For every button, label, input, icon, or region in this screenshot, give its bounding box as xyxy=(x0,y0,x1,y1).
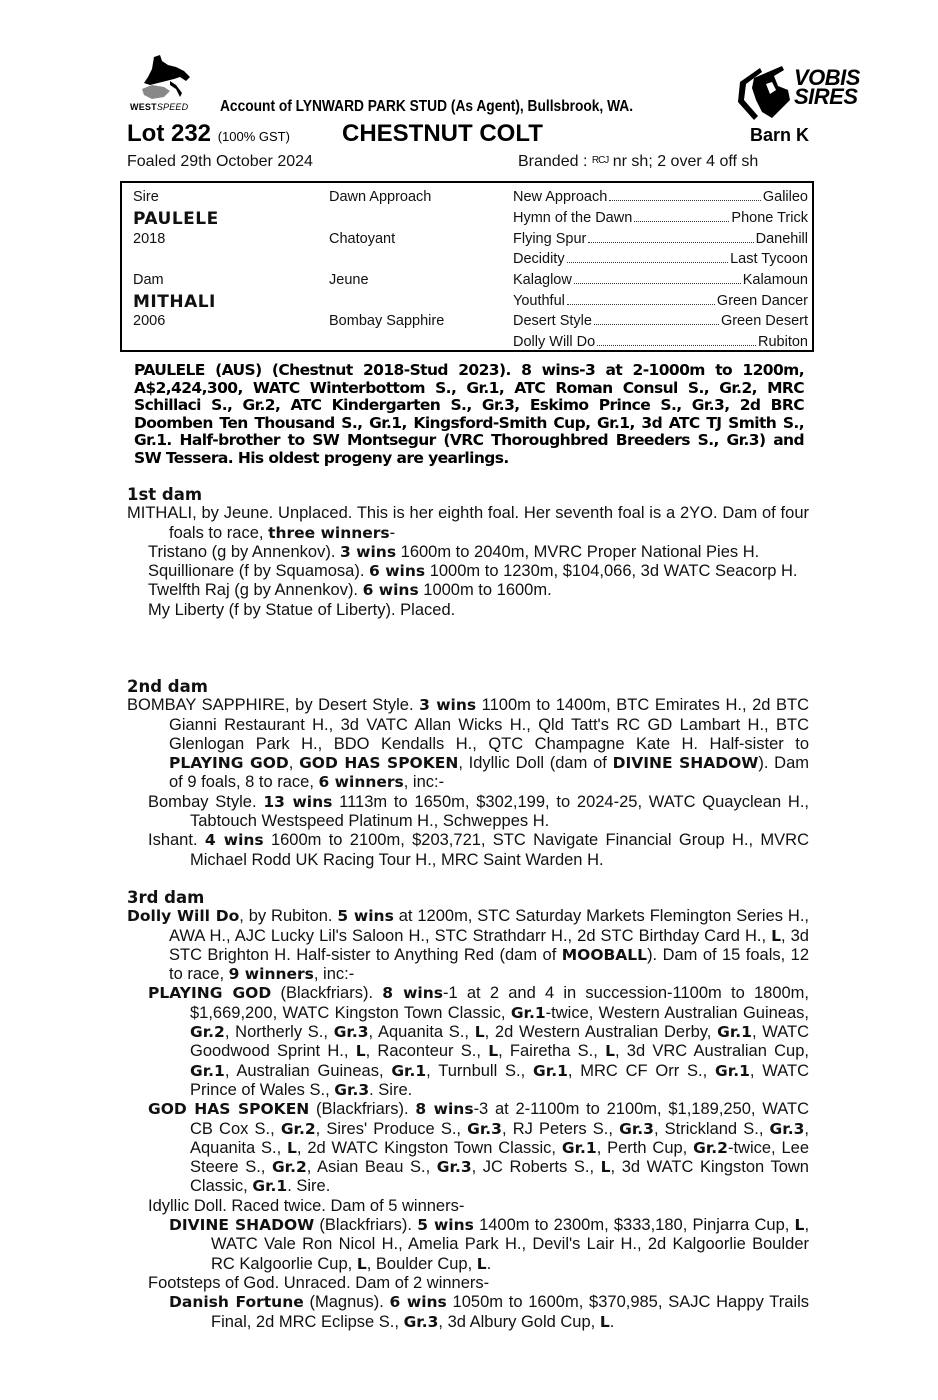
section-title: 1st dam xyxy=(127,485,203,504)
grandsire-maternal: Jeune xyxy=(329,272,369,288)
sire-label: Sire xyxy=(133,189,159,205)
gen3-row: Dolly Will Do Rubiton xyxy=(513,334,808,350)
lot-title: CHESTNUT COLT xyxy=(342,120,543,147)
progeny-list xyxy=(127,793,809,870)
progeny-entry: Ishant. 4 wins 1600m to 2100m, $203,721, STC Navigate Financial Group H., MVRC Michael Rodd UK Racing Tour H., MRC Saint Warden H. xyxy=(148,831,809,869)
jockey-horse-icon xyxy=(732,64,794,122)
dam-intro: MITHALI, by Jeune. Unplaced. This is her eighth foal. Her seventh foal is a 2YO. Dam of four foals to race, three winners- xyxy=(127,504,809,542)
granddam-paternal: Chatoyant xyxy=(329,231,396,247)
sire-year: 2018 xyxy=(133,231,166,247)
dam-intro: Dolly Will Do, by Rubiton. 5 wins at 1200m, STC Saturday Markets Flemington Series H., AWA H., AJC Lucky Lil's Saloon H., STC Strathdarr H., 2d STC Birthday Card H., L, 3d STC Brighton H. Half-sister to Anything Red (dam of MOOBALL). Dam of 15 foals, 12 to race, 9 winners, inc:- xyxy=(127,907,809,984)
gen3-row: Decidity Last Tycoon xyxy=(513,251,808,267)
progeny-entry: Twelfth Raj (g by Annenkov). 6 wins 1000m to 1600m. xyxy=(148,581,552,600)
progeny-entry: Tristano (g by Annenkov). 3 wins 1600m to 2040m, MVRC Proper National Pies H. xyxy=(148,542,760,561)
progeny-entry: Idyllic Doll. Raced twice. Dam of 5 winners- xyxy=(148,1196,465,1215)
branded-info: Branded : RCJ nr sh; 2 over 4 off sh xyxy=(518,153,759,170)
progeny-entry: DIVINE SHADOW (Blackfriars). 5 wins 1400m to 2300m, $333,180, Pinjarra Cup, L, WATC Vale Ron Nicol H., Amelia Park H., Devil's Lair H., 2d Kalgoorlie Boulder RC Kalgoorlie Cup, L, Boulder Cup, L. xyxy=(169,1216,810,1273)
progeny-entry: Squillionare (f by Squamosa). 6 wins 1000m to 1230m, $104,066, 3d WATC Seacorp H. xyxy=(148,562,798,581)
section-title: 2nd dam xyxy=(127,677,208,696)
first-dam-section xyxy=(127,485,809,620)
granddam-maternal: Bombay Sapphire xyxy=(329,313,445,329)
westspeed-logo xyxy=(130,55,198,117)
vendor-account-line: Account of LYNWARD PARK STUD (As Agent), Bullsbrook, WA. xyxy=(220,98,634,115)
lot-header xyxy=(127,120,809,150)
gen3-row: Youthful Green Dancer xyxy=(513,293,808,309)
dam-name: MITHALI xyxy=(133,292,216,312)
dam-intro: BOMBAY SAPPHIRE, by Desert Style. 3 wins 1100m to 1400m, BTC Emirates H., 2d BTC Gianni Restaurant H., 3d VATC Allan Wicks H., Qld Tatt's RC GD Lambart H., BTC Glenlogan Park H., BDO Kendalls H., QTC Champagne Kate H. Half-sister to PLAYING GOD, GOD HAS SPOKEN, Idyllic Doll (dam of DIVINE SHADOW). Dam of 9 foals, 8 to race, 6 winners, inc:- xyxy=(127,696,810,792)
vobis-sires-logo xyxy=(732,64,872,122)
progeny-entry: Danish Fortune (Magnus). 6 wins 1050m to 1600m, $370,985, SAJC Happy Trails Final, 2d MRC Eclipse S., Gr.3, 3d Albury Gold Cup, L. xyxy=(169,1293,809,1331)
progeny-entry: GOD HAS SPOKEN (Blackfriars). 8 wins-3 at 2-1100m to 2100m, $1,189,250, WATC CB Cox S., Gr.2, Sires' Produce S., Gr.3, RJ Peters S., Gr.3, Strickland S., Gr.3, Aquanita S., L, 2d WATC Kingston Town Classic, Gr.1, Perth Cup, Gr.2-twice, Lee Steere S., Gr.2, Asian Beau S., Gr.3, JC Roberts S., L, 3d WATC Kingston Town Classic, Gr.1. Sire. xyxy=(148,1100,809,1196)
sire-name: PAULELE xyxy=(133,209,219,229)
foaled-date: Foaled 29th October 2024 xyxy=(127,153,313,170)
gen3-row: Hymn of the Dawn Phone Trick xyxy=(513,210,808,226)
barn-label: Barn K xyxy=(749,125,809,145)
westspeed-wordmark: WESTSPEED xyxy=(130,102,189,112)
grandsire-paternal: Dawn Approach xyxy=(329,189,432,205)
gst-note: (100% GST) xyxy=(217,129,290,144)
dam-year: 2006 xyxy=(133,313,166,329)
progeny-entry: Bombay Style. 13 wins 1113m to 1650m, $302,199, to 2024-25, WATC Quayclean H., Tabtouch Westspeed Platinum H., Schweppes H. xyxy=(148,792,810,831)
progeny-entry: PLAYING GOD (Blackfriars). 8 wins-1 at 2 and 4 in succession-1100m to 1800m, $1,669,200, WATC Kingston Town Classic, Gr.1-twice, Western Australian Guineas, Gr.2, Northerly S., Gr.3, Aquanita S., L, 2d Western Australian Derby, Gr.1, WATC Goodwood Sprint H., L, Raconteur S., L, Fairetha S., L, 3d VRC Australian Cup, Gr.1, Australian Guineas, Gr.1, Turnbull S., Gr.1, MRC CF Orr S., Gr.1, WATC Prince of Wales S., Gr.3. Sire. xyxy=(148,984,810,1099)
third-dam-section xyxy=(127,888,809,1332)
brand-mark-icon: RCJ xyxy=(591,155,609,166)
gen3-row: Desert Style Green Desert xyxy=(513,313,808,329)
pedigree-table xyxy=(120,181,814,352)
dam-label: Dam xyxy=(133,272,164,288)
gen3-row: Flying Spur Danehill xyxy=(513,231,808,247)
progeny-entry: Footsteps of God. Unraced. Dam of 2 winners- xyxy=(148,1273,490,1292)
lot-number: Lot 232 (100% GST) xyxy=(127,120,290,147)
second-dam-section xyxy=(127,677,809,870)
section-title: 3rd dam xyxy=(127,888,205,907)
gen3-row: New Approach Galileo xyxy=(513,189,808,205)
gen3-row: Kalaglow Kalamoun xyxy=(513,272,808,288)
vobis-wordmark: VOBIS SIRES xyxy=(794,65,860,109)
horse-silhouette-icon xyxy=(140,55,192,101)
progeny-list xyxy=(127,984,809,1331)
sire-description: PAULELE (AUS) (Chestnut 2018-Stud 2023). 8 wins-3 at 2-1000m to 1200m, A$2,424,300, WATC Winterbottom S., Gr.1, ATC Roman Consul S., Gr.2, MRC Schillaci S., Gr.2, ATC Kindergarten S., Gr.3, Eskimo Prince S., Gr.3, 2d BRC Doomben Ten Thousand S., Gr.1, Kingsford-Smith Cup, Gr.1, 3d ATC TJ Smith S., Gr.1. Half-brother to SW Montsegur (VRC Thoroughbred Breeders S., Gr.3) and SW Tessera. His oldest progeny are yearlings. xyxy=(134,361,804,467)
progeny-list xyxy=(127,543,809,620)
progeny-entry: My Liberty (f by Statue of Liberty). Placed. xyxy=(148,600,456,619)
